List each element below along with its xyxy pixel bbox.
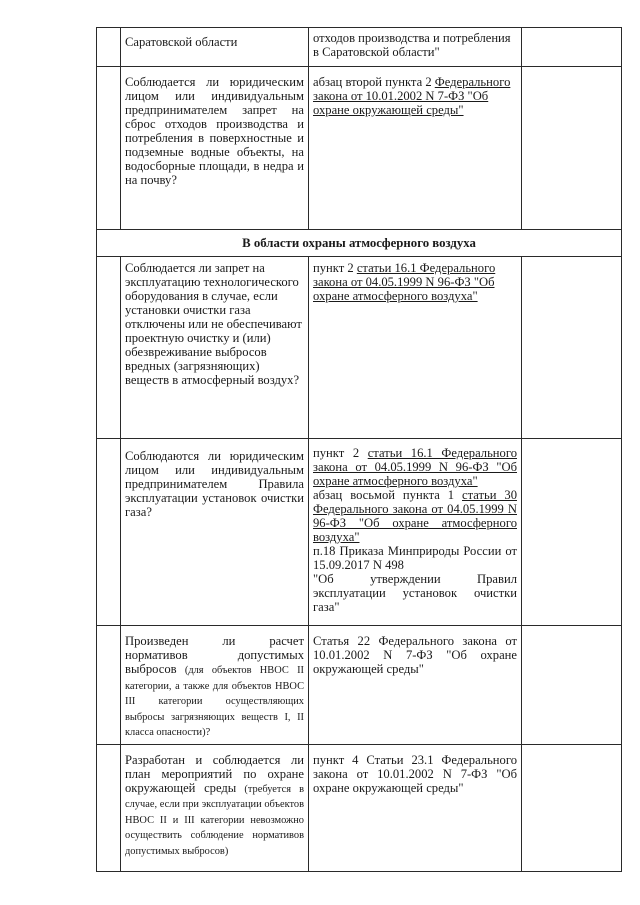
section-row — [97, 230, 622, 257]
legal-reference-link[interactable]: статьи 16.1 Федерального закона от 04.05.1999 N 96-ФЗ "Об охране атмосферного воздуха" — [313, 446, 517, 488]
question-text: Соблюдаются ли юридическим лицом или индивидуальным предпринимателем Правила эксплуатации установок очистки газа? — [125, 449, 304, 519]
question-text: Саратовской области — [125, 35, 238, 49]
legal-reference-cell — [309, 257, 522, 439]
table-row — [97, 28, 622, 67]
legal-reference-link[interactable]: Федерального закона от 10.01.2002 N 7-ФЗ "Об охране окружающей среды" — [313, 75, 511, 117]
legal-reference-prefix: пункт 2 — [313, 261, 357, 275]
legal-reference-text: пункт 4 Статьи 23.1 Федерального закона от 10.01.2002 N 7-ФЗ "Об охране окружающей среды" — [313, 752, 517, 795]
legal-reference-prefix: абзац второй пункта 2 — [313, 75, 435, 89]
question-cell — [121, 626, 309, 745]
note-cell — [522, 744, 622, 871]
question-text: Соблюдается ли запрет на эксплуатацию технологического оборудования в случае, если установки очистки газа отключены или не обеспечивают проектную очистку и (или) обезвреживание выбросов вредных (загрязняющих) веществ в атмосферный воздух? — [125, 261, 302, 387]
legal-reference-link[interactable]: статьи 16.1 Федерального закона от 04.05.1999 N 96-ФЗ "Об охране атмосферного воздуха" — [313, 261, 496, 303]
legal-reference-cell — [309, 28, 522, 67]
legal-reference-cell — [309, 744, 522, 871]
note-cell — [522, 67, 622, 230]
question-cell — [121, 744, 309, 871]
question-text: Разработан и соблюдается ли план мероприятий по охране окружающей среды — [125, 752, 304, 795]
table-row — [97, 626, 622, 745]
inspection-checklist-table — [96, 27, 622, 872]
legal-reference-text: отходов производства и потребления в Саратовской области" — [313, 31, 511, 59]
question-note: (для объектов НВОС II категории, а также для объектов НВОС III категории осуществляющих выбросы загрязняющих веществ I, II класса опасности)? — [125, 665, 304, 738]
legal-reference-prefix: пункт 2 — [313, 446, 368, 460]
table-row — [97, 67, 622, 230]
table-row — [97, 439, 622, 626]
document-page — [96, 27, 621, 872]
question-cell — [121, 439, 309, 626]
legal-reference-cell — [309, 439, 522, 626]
legal-reference-prefix: абзац восьмой пункта 1 — [313, 488, 462, 502]
question-text: Соблюдается ли юридическим лицом или индивидуальным предпринимателем запрет на сброс отходов производства и потребления в поверхностные и подземные водные объекты, на водосборные площади, в недра и на почву? — [125, 75, 304, 187]
section-title: В области охраны атмосферного воздуха — [97, 230, 622, 257]
number-cell — [97, 28, 121, 67]
number-cell — [97, 744, 121, 871]
number-cell — [97, 439, 121, 626]
order-reference-text: п.18 Приказа Минприроды России от 15.09.2017 N 498 — [313, 544, 517, 572]
legal-reference-link[interactable]: статьи 30 Федерального закона от 04.05.1999 N 96-ФЗ "Об охране атмосферного воздуха" — [313, 488, 517, 544]
note-cell — [522, 257, 622, 439]
question-cell — [121, 257, 309, 439]
legal-reference-cell — [309, 67, 522, 230]
legal-reference-text: Статья 22 Федерального закона от 10.01.2002 N 7-ФЗ "Об охране окружающей среды" — [313, 634, 517, 676]
number-cell — [97, 626, 121, 745]
note-cell — [522, 626, 622, 745]
table-row — [97, 257, 622, 439]
question-note: (требуется в случае, если при эксплуатации объектов НВОС II и III категории невозможно осуществить соблюдение нормативов допустимых выбросов) — [125, 783, 305, 857]
question-cell — [121, 28, 309, 67]
legal-reference-cell — [309, 626, 522, 745]
note-cell — [522, 28, 622, 67]
note-cell — [522, 439, 622, 626]
order-title-text: "Об утверждении Правил эксплуатации установок очистки газа" — [313, 572, 517, 614]
question-cell — [121, 67, 309, 230]
number-cell — [97, 67, 121, 230]
number-cell — [97, 257, 121, 439]
table-row — [97, 744, 622, 871]
question-text: Произведен ли расчет нормативов допустимых выбросов — [125, 634, 304, 676]
